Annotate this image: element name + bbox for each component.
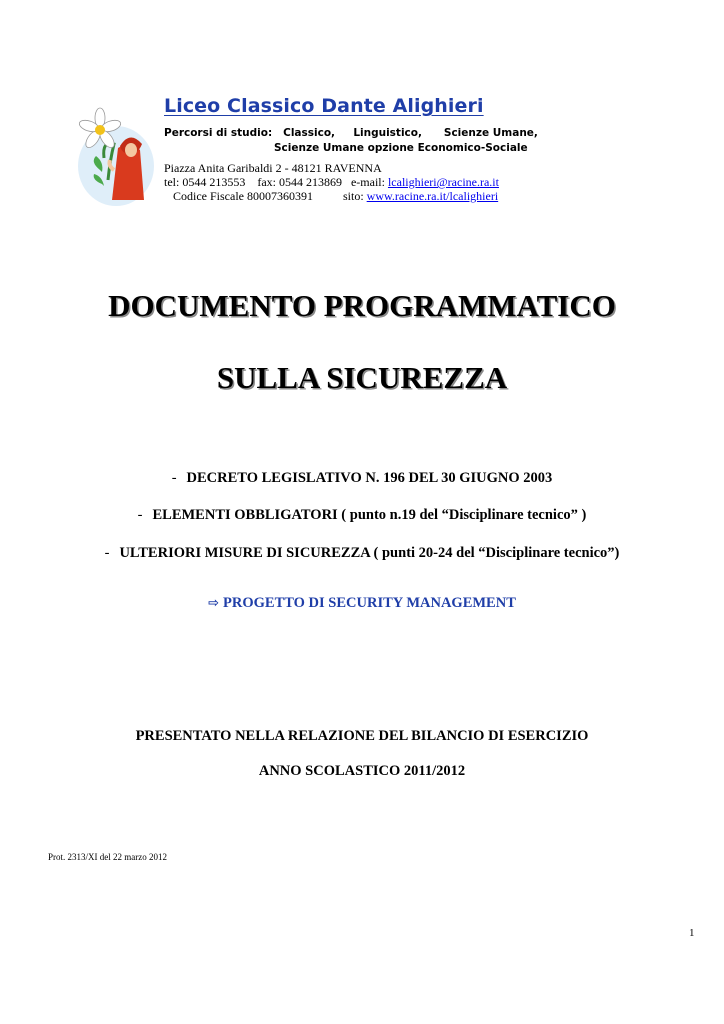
- presented-statement: PRESENTATO NELLA RELAZIONE DEL BILANCIO DI ESERCIZIO: [135, 728, 589, 744]
- contact-block: [164, 161, 499, 203]
- fiscal-code-line: [164, 189, 499, 203]
- page-number: 1: [689, 927, 695, 939]
- email-link[interactable]: lcalighieri@racine.ra.it: [387, 175, 499, 189]
- fiscal-code: Codice Fiscale 80007360391 sito:: [164, 189, 367, 203]
- phone-fax-line: [164, 175, 499, 189]
- bullet-text: ELEMENTI OBBLIGATORI ( punto n.19 del “Disciplinare tecnico” ): [152, 507, 587, 523]
- study-paths-line1: Percorsi di studio: Classico, Linguistico, Scienze Umane,: [164, 127, 538, 139]
- protocol-reference: Prot. 2313/XI del 22 marzo 2012: [48, 852, 167, 862]
- arrow-right-icon: ⇨: [208, 596, 220, 611]
- bullet-item: [0, 470, 724, 487]
- bullet-item: [0, 545, 724, 562]
- study-paths-line2: Scienze Umane opzione Economico-Sociale: [274, 142, 528, 154]
- document-title-line1: DOCUMENTO PROGRAMMATICO: [108, 288, 616, 323]
- bullet-item: [0, 507, 724, 524]
- bullet-dash: -: [137, 507, 143, 523]
- website-link[interactable]: www.racine.ra.it/lcalighieri: [366, 189, 499, 203]
- school-year: ANNO SCOLASTICO 2011/2012: [258, 763, 466, 779]
- bullet-text: DECRETO LEGISLATIVO N. 196 DEL 30 GIUGNO 2003: [186, 470, 553, 486]
- postal-address: Piazza Anita Garibaldi 2 - 48121 RAVENNA: [164, 161, 382, 175]
- bullet-dash: -: [171, 470, 177, 486]
- study-paths: [164, 126, 538, 156]
- bullet-text: ULTERIORI MISURE DI SICUREZZA ( punti 20-24 del “Disciplinare tecnico”): [119, 545, 620, 561]
- document-title-line2: SULLA SICUREZZA: [216, 360, 508, 395]
- bullet-dash: -: [104, 545, 110, 561]
- phone-fax: tel: 0544 213553 fax: 0544 213869 e-mail:: [164, 175, 388, 189]
- school-logo-icon: [74, 100, 158, 208]
- project-label: PROGETTO DI SECURITY MANAGEMENT: [223, 595, 516, 611]
- security-management-project: [0, 595, 724, 612]
- school-name: Liceo Classico Dante Alighieri: [164, 95, 484, 117]
